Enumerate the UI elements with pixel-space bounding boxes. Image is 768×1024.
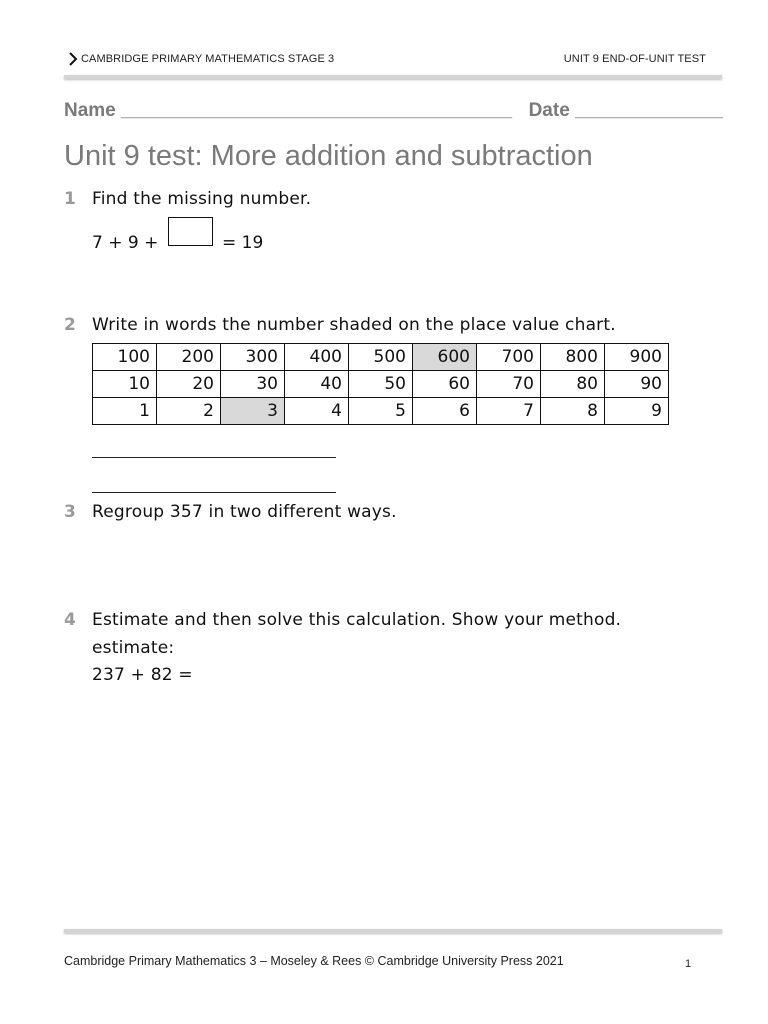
place-value-cell: 40 xyxy=(285,371,349,398)
place-value-cell: 80 xyxy=(541,371,605,398)
place-value-cell: 6 xyxy=(413,398,477,425)
place-value-cell: 30 xyxy=(221,371,285,398)
question-1-number: 1 xyxy=(64,189,76,209)
chevron-right-icon xyxy=(66,51,80,67)
place-value-cell: 500 xyxy=(349,344,413,371)
header-divider xyxy=(64,75,722,79)
question-1-equation-left: 7 + 9 + xyxy=(92,233,159,253)
place-value-cell: 90 xyxy=(605,371,669,398)
place-value-cell: 100 xyxy=(93,344,157,371)
header-series-title: CAMBRIDGE PRIMARY MATHEMATICS STAGE 3 xyxy=(81,53,335,65)
name-label: Name xyxy=(64,100,116,121)
question-2-text: Write in words the number shaded on the place value chart. xyxy=(92,315,616,335)
place-value-cell: 50 xyxy=(349,371,413,398)
place-value-cell: 1 xyxy=(93,398,157,425)
name-field[interactable]: _____________________________________ xyxy=(121,100,513,121)
answer-line[interactable] xyxy=(92,457,336,458)
header-unit-label: UNIT 9 END-OF-UNIT TEST xyxy=(563,53,706,65)
place-value-cell: 900 xyxy=(605,344,669,371)
missing-number-box[interactable] xyxy=(168,217,213,246)
place-value-cell: 2 xyxy=(157,398,221,425)
place-value-chart xyxy=(92,343,669,425)
question-1-text: Find the missing number. xyxy=(92,189,312,209)
place-value-cell: 7 xyxy=(477,398,541,425)
place-value-cell: 60 xyxy=(413,371,477,398)
question-4-calculation: 237 + 82 = xyxy=(92,665,193,685)
place-value-cell: 4 xyxy=(285,398,349,425)
date-label: Date xyxy=(528,100,570,121)
place-value-cell: 9 xyxy=(605,398,669,425)
place-value-cell: 600 xyxy=(413,344,477,371)
place-value-cell: 800 xyxy=(541,344,605,371)
place-value-row xyxy=(93,371,669,398)
place-value-cell: 70 xyxy=(477,371,541,398)
question-2-number: 2 xyxy=(64,315,76,335)
place-value-cell: 200 xyxy=(157,344,221,371)
place-value-row xyxy=(93,398,669,425)
page-number: 1 xyxy=(685,958,692,970)
footer-divider xyxy=(64,929,722,933)
footer-copyright: Cambridge Primary Mathematics 3 – Moseley & Rees © Cambridge University Press 2021 xyxy=(64,954,564,968)
question-4-number: 4 xyxy=(64,610,76,630)
place-value-cell: 3 xyxy=(221,398,285,425)
place-value-cell: 5 xyxy=(349,398,413,425)
place-value-cell: 20 xyxy=(157,371,221,398)
date-field[interactable]: ______________ xyxy=(575,100,723,121)
question-3-number: 3 xyxy=(64,502,76,522)
place-value-row xyxy=(93,344,669,371)
page-title: Unit 9 test: More addition and subtraction xyxy=(64,140,593,172)
question-1-equation-right: = 19 xyxy=(222,233,264,253)
place-value-cell: 8 xyxy=(541,398,605,425)
name-date-row xyxy=(64,100,723,122)
place-value-cell: 400 xyxy=(285,344,349,371)
question-3-text: Regroup 357 in two different ways. xyxy=(92,502,397,522)
place-value-cell: 300 xyxy=(221,344,285,371)
place-value-cell: 10 xyxy=(93,371,157,398)
estimate-label: estimate: xyxy=(92,638,175,658)
place-value-cell: 700 xyxy=(477,344,541,371)
answer-line[interactable] xyxy=(92,492,336,493)
question-4-text: Estimate and then solve this calculation. Show your method. xyxy=(92,610,622,630)
